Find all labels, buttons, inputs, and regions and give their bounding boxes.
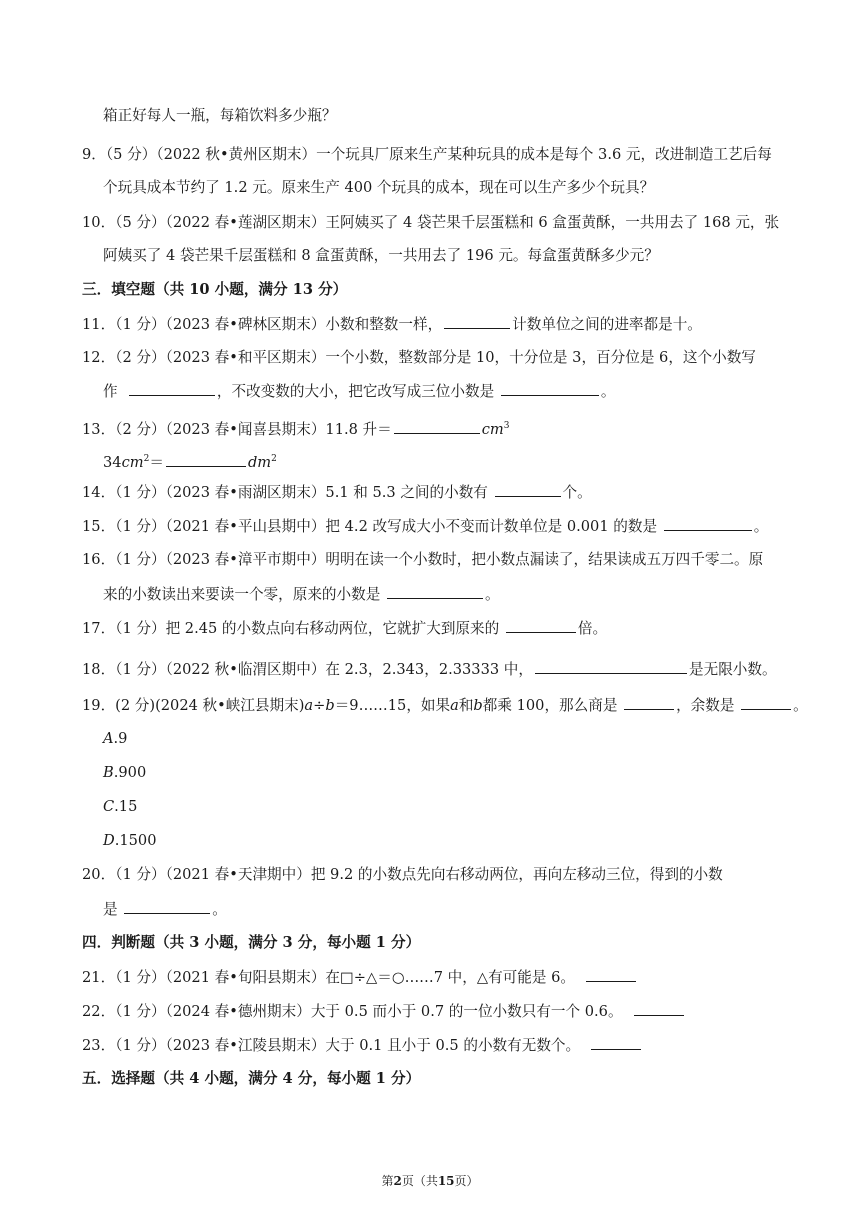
page-footer	[0, 1172, 860, 1189]
text: 来的小数读出来要读一个零，原来的小数是	[103, 586, 381, 603]
option-d[interactable]	[103, 831, 156, 851]
answer-blank[interactable]	[741, 695, 791, 710]
text: 是	[103, 901, 118, 918]
question-20-line-2	[103, 899, 227, 920]
text: ＝9……15，如果	[334, 697, 451, 714]
option-letter: D	[103, 832, 115, 849]
question-15	[82, 516, 768, 537]
text: 22．（1 分）（2024 春•德州期末）大于 0.5 而小于 0.7 的一位小数只有一个 0.6。	[82, 1003, 623, 1020]
text: 阿姨买了 4 袋芒果千层蛋糕和 8 盒蛋黄酥，一共用去了 196 元。每盒蛋黄酥多少元？	[103, 247, 659, 264]
text: 。	[212, 901, 227, 918]
variable: a	[304, 697, 314, 714]
unit-text: cm	[481, 421, 504, 438]
answer-blank[interactable]	[387, 584, 483, 599]
answer-blank[interactable]	[501, 381, 599, 396]
text: 是无限小数。	[689, 661, 777, 678]
question-20-line-1	[82, 865, 723, 885]
text: 四．判断题（共 3 小题，满分 3 分，每小题 1 分）	[82, 934, 421, 951]
text: 13．（2 分）（2023 春•闻喜县期末）11.8 升＝	[82, 421, 392, 438]
option-text: .1500	[114, 832, 157, 849]
text: 个玩具成本节约了 1.2 元。原来生产 400 个玩具的成本，现在可以生产多少个玩具？	[103, 179, 655, 196]
answer-blank[interactable]	[495, 482, 561, 497]
text: 10．（5 分）（2022 春•莲湖区期末）王阿姨买了 4 袋芒果千层蛋糕和 6 盒蛋黄酥，一共用去了 168 元，张	[82, 214, 780, 231]
answer-blank[interactable]	[129, 381, 215, 396]
text: 作	[103, 383, 118, 400]
answer-blank[interactable]	[506, 618, 576, 633]
exponent: 2	[271, 454, 277, 464]
section-heading-multiple-choice	[82, 1069, 420, 1089]
text: 21．（1 分）（2021 春•旬阳县期末）在□÷△＝○……7 中，△有可能是 6。	[82, 969, 575, 986]
exponent: 2	[143, 454, 150, 464]
question-10-line-1	[82, 213, 779, 233]
text: 倍。	[577, 620, 608, 637]
question-10-line-2	[103, 246, 659, 266]
text: 20．（1 分）（2021 春•天津期中）把 9.2 的小数点先向右移动两位，再向左移动三位，得到的小数	[82, 866, 723, 883]
text: 19．(2 分)(2024 秋•峡江县期末)	[82, 697, 305, 714]
text: ÷	[313, 697, 326, 714]
section-heading-fill-in	[82, 280, 347, 300]
answer-blank[interactable]	[166, 452, 246, 467]
question-21	[82, 967, 638, 988]
answer-blank[interactable]	[591, 1035, 641, 1050]
text: 9．（5 分）（2022 秋•黄州区期末）一个玩具厂原来生产某种玩具的成本是每个 3.6 元，改进制造工艺后每	[82, 146, 772, 163]
text: 箱正好每人一瓶，每箱饮料多少瓶？	[103, 107, 337, 124]
variable: a	[450, 697, 459, 714]
question-16-line-2	[103, 584, 500, 605]
question-23	[82, 1035, 643, 1056]
variable: b	[325, 697, 335, 714]
option-text: .9	[113, 730, 128, 747]
text: 。	[753, 518, 769, 535]
text: ，余数是	[676, 697, 735, 714]
option-letter: C	[103, 798, 115, 815]
text: 23．（1 分）（2023 春•江陵县期末）大于 0.1 且小于 0.5 的小数有无数个。	[82, 1037, 581, 1054]
question-12-line-1	[82, 348, 756, 368]
footer-text: 页（共	[401, 1174, 438, 1188]
text: 五．选择题（共 4 小题，满分 4 分，每小题 1 分）	[82, 1070, 421, 1087]
question-11	[82, 314, 702, 335]
question-19	[82, 695, 808, 716]
text: 14．（1 分）（2023 春•雨湖区期末）5.1 和 5.3 之间的小数有	[82, 484, 488, 501]
unit-text: cm	[121, 454, 144, 471]
footer-text: 第	[381, 1174, 394, 1188]
answer-blank[interactable]	[394, 419, 480, 434]
text: 34	[103, 454, 122, 471]
text: 。	[600, 383, 616, 400]
option-letter: B	[103, 764, 114, 781]
answer-blank[interactable]	[634, 1001, 684, 1016]
footer-text: 页）	[454, 1174, 479, 1188]
text: 。	[793, 697, 808, 714]
question-13-line-1	[82, 416, 509, 440]
text: 计数单位之间的进率都是十。	[512, 316, 702, 333]
question-9-line-2	[103, 178, 654, 198]
answer-blank[interactable]	[624, 695, 674, 710]
text: 12．（2 分）（2023 春•和平区期末）一个小数，整数部分是 10，十分位是 3，百分位是 6，这个小数写	[82, 349, 756, 366]
text: ＝	[149, 454, 164, 471]
option-b[interactable]	[103, 763, 146, 783]
page-total: 15	[437, 1174, 455, 1188]
option-c[interactable]	[103, 797, 137, 817]
answer-blank[interactable]	[535, 659, 687, 674]
text: ，不改变数的大小，把它改写成三位小数是	[216, 383, 495, 400]
option-text: .15	[114, 798, 138, 815]
unit-text: dm	[247, 454, 272, 471]
text: 。	[484, 586, 500, 603]
question-13-line-2	[103, 449, 277, 473]
text: 17．（1 分）把 2.45 的小数点向右移动两位，它就扩大到原来的	[82, 620, 500, 637]
text: 11．（1 分）（2023 春•碑林区期末）小数和整数一样，	[82, 316, 443, 333]
question-22	[82, 1001, 686, 1022]
question-14	[82, 482, 592, 503]
answer-blank[interactable]	[586, 967, 636, 982]
answer-blank[interactable]	[444, 314, 510, 329]
exponent: 3	[503, 421, 510, 431]
question-8-continuation	[103, 106, 337, 126]
question-12-line-2	[103, 381, 615, 402]
question-16-line-1	[82, 550, 763, 570]
question-17	[82, 618, 607, 639]
variable: b	[473, 697, 483, 714]
page-number: 2	[393, 1174, 402, 1188]
text: 三．填空题（共 10 小题，满分 13 分）	[82, 281, 348, 298]
text: 15．（1 分）（2021 春•平山县期中）把 4.2 改写成大小不变而计数单位是 0.001 的数是	[82, 518, 658, 535]
question-18	[82, 659, 777, 680]
question-9-line-1	[82, 145, 772, 165]
option-letter: A	[103, 730, 114, 747]
text: 个。	[562, 484, 592, 501]
answer-blank[interactable]	[124, 899, 210, 914]
text: 都乘 100，那么商是	[482, 697, 618, 714]
option-a[interactable]	[103, 729, 127, 749]
text: 16．（1 分）（2023 春•漳平市期中）明明在读一个小数时，把小数点漏读了，结果读成五万四千零二。原	[82, 551, 764, 568]
section-heading-true-false	[82, 933, 420, 953]
text: 和	[458, 697, 474, 714]
answer-blank[interactable]	[664, 516, 752, 531]
option-text: .900	[113, 764, 147, 781]
text: 18．（1 分）（2022 秋•临渭区期中）在 2.3，2.343，2.33333 中，	[82, 661, 533, 678]
